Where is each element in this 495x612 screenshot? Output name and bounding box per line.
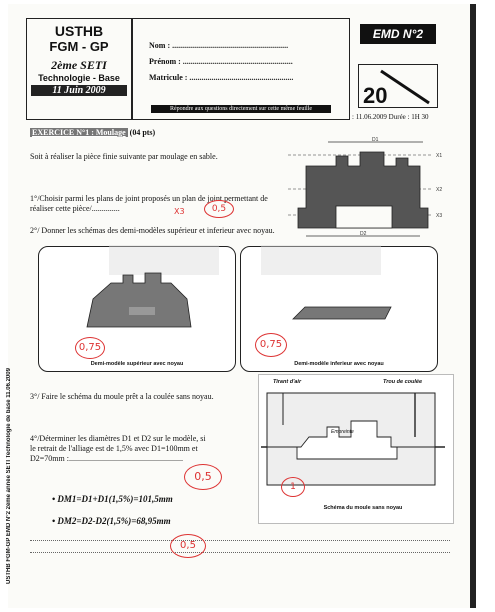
grade-total: 20 (363, 83, 388, 108)
track-label: Technologie - Base (38, 73, 120, 83)
institution-box (26, 18, 132, 120)
instruction-banner: Répondre aux questions directement sur cette même feuille (151, 105, 331, 113)
exam-code: EMD N°2 (360, 24, 436, 44)
formula-dm1: • DM1=D1+D1(1,5%)=101,5mm (52, 494, 173, 504)
x2-label: X2 (436, 187, 443, 193)
mould-caption: Schéma du moule sans noyau (323, 505, 403, 511)
exam-sheet (8, 4, 476, 608)
mould-figure (258, 374, 454, 524)
fig-left-caption: Demi-modèle supérieur avec noyau (90, 361, 184, 367)
lower-half-model-figure (240, 246, 438, 372)
matricule-field[interactable]: Matricule : .................................................... (149, 73, 294, 82)
q4-line-2: le retrait de l'alliage est de 1,5% avec D1=100mm et (30, 444, 198, 453)
exercise-points: (04 pts) (129, 128, 156, 137)
upper-half-model-figure (38, 246, 236, 372)
answer-line (30, 540, 450, 541)
fig-right-caption: Demi-modèle inferieur avec noyau (294, 361, 384, 367)
q4-line-1: 4°/Déterminer les diamètres D1 et D2 sur le modèle, si (30, 434, 206, 443)
tirant-label: Tirant d'air (273, 379, 302, 385)
x3-label: X3 (436, 213, 443, 219)
question-3: 3°/ Faire le schéma du moule prêt a la coulée sans noyau. (30, 392, 214, 401)
x1-label: X1 (436, 153, 443, 159)
q1-mark: 0,5 (204, 200, 234, 218)
q4-line-3: D2=70mm :......................................................... (30, 454, 183, 463)
grade-box (358, 64, 438, 108)
mark-mould: 1 (281, 477, 305, 497)
exercise-title: EXERCICE N°1 : Moulage (32, 128, 126, 137)
question-4 (30, 434, 258, 464)
question-1: 1°/Choisir parmi les plans de joint proposés un plan de joint permettant de réaliser cette pièce/.............. (30, 194, 268, 213)
answer-line (30, 552, 450, 553)
side-margin-text: USTHB FGM-GP EMD N°2 2ème année SETI Technologie de base 11.06.2009 (6, 368, 12, 584)
mark-left-figure: 0,75 (75, 337, 105, 359)
exercise-title-row (30, 128, 155, 137)
trou-label: Trou de coulée (383, 379, 423, 385)
formula-dm1-text: DM1=D1+D1(1,5%)=101,5mm (57, 494, 173, 504)
date-banner: 11 Juin 2009 (31, 85, 127, 96)
mark-right-figure: 0,75 (255, 333, 287, 357)
exercise-intro: Soit à réaliser la pièce finie suivante par moulage en sable. (30, 152, 218, 161)
mark-bottom: 0,5 (170, 534, 206, 558)
dim-d2-label: D2 (360, 231, 367, 237)
empreinte-label: Empreinte (331, 429, 354, 435)
dim-d1-label: D1 (372, 137, 379, 143)
q1-answer: X3 (174, 207, 185, 216)
level-label: 2ème SETI (51, 58, 107, 72)
date-duration: : 11.06.2009 Durée : 1H 30 (352, 113, 429, 121)
formula-dm2-text: DM2=D2-D2(1,5%)=68,95mm (57, 516, 171, 526)
university-name: USTHB (54, 23, 104, 39)
upper-model-drawing (39, 247, 235, 357)
question-2: 2°/ Donner les schémas des demi-modèles supérieur et inferieur avec noyau. (30, 226, 275, 235)
student-info-box (132, 18, 350, 120)
formula-dm2: • DM2=D2-D2(1,5%)=68,95mm (52, 516, 171, 526)
faculty-name: FGM - GP (49, 39, 109, 54)
prenom-field[interactable]: Prénom : ....................................................... (149, 57, 293, 66)
mark-q4: 0,5 (184, 464, 222, 490)
mould-drawing (259, 375, 453, 523)
grade-slash-icon (359, 65, 437, 107)
nom-field[interactable]: Nom : .......................................................... (149, 41, 289, 50)
